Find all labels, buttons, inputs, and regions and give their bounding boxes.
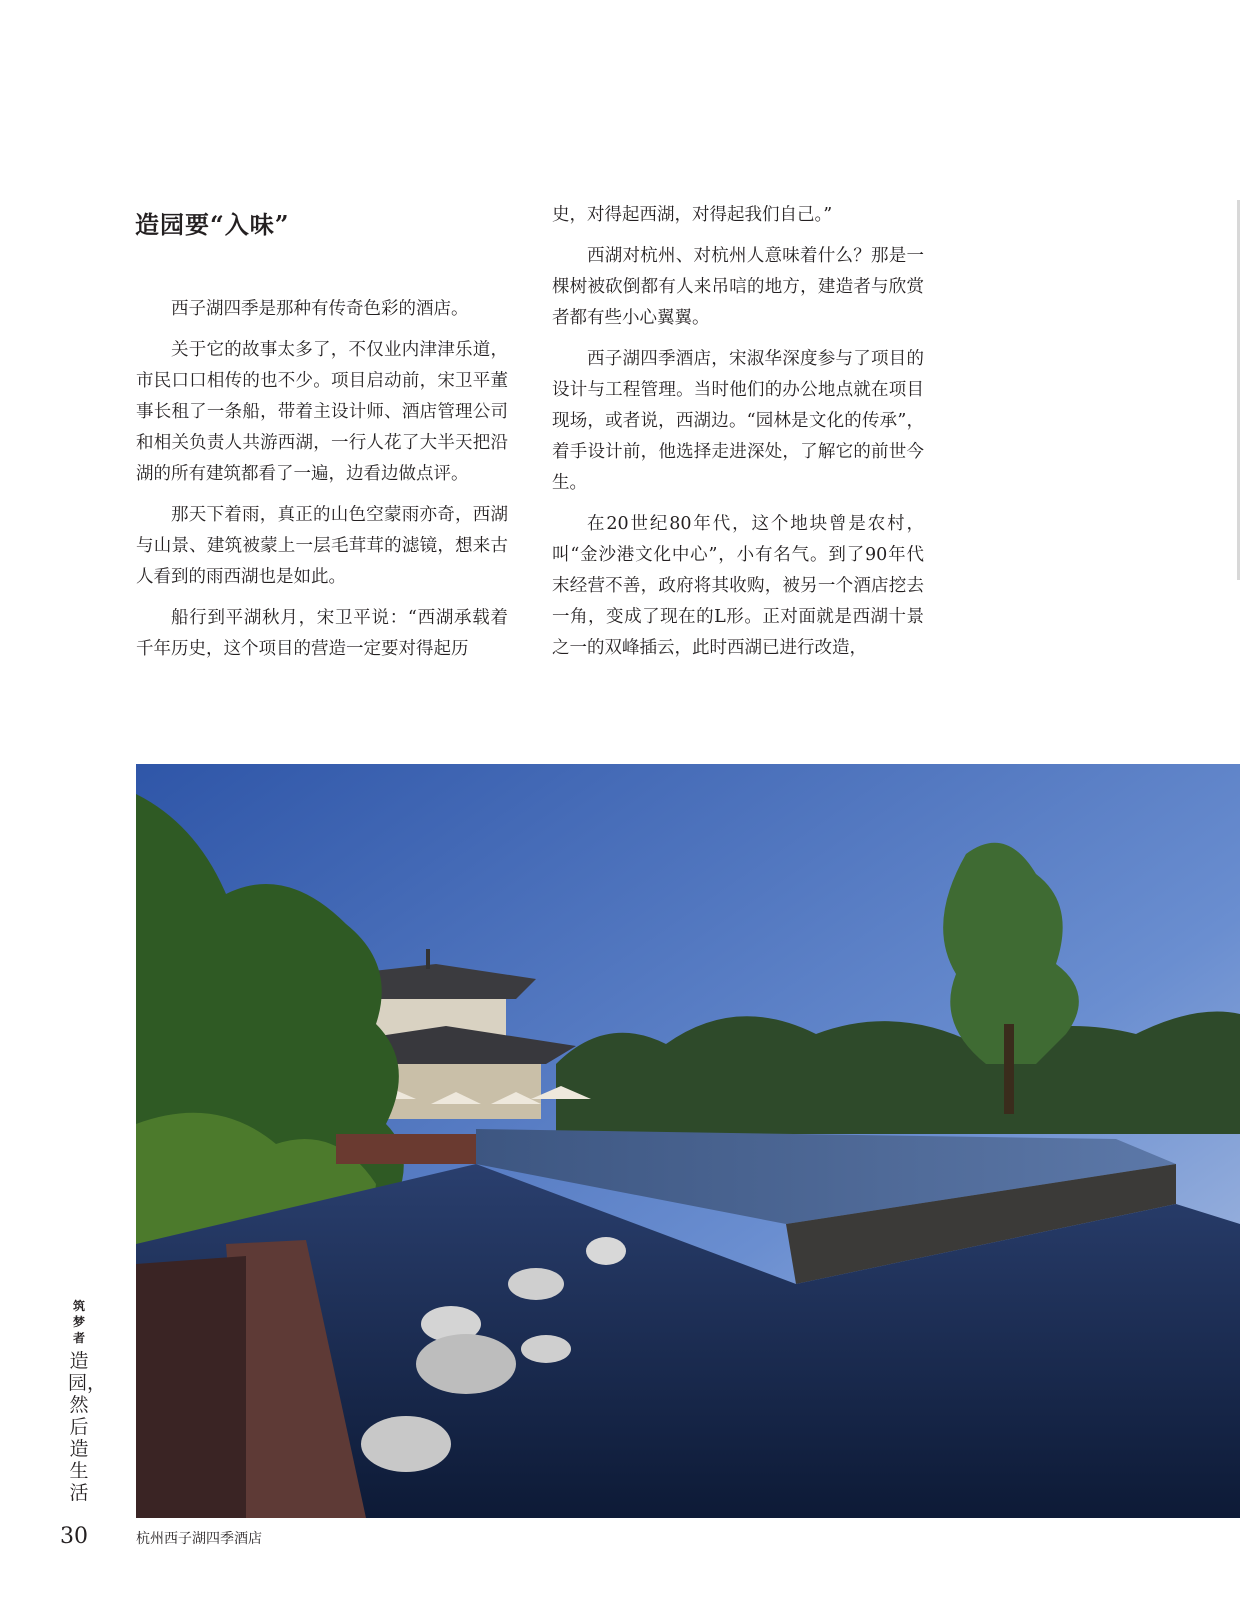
page-number: 30	[60, 1524, 88, 1549]
paragraph: 西子湖四季是那种有传奇色彩的酒店。	[171, 299, 469, 319]
photo-caption: 杭州西子湖四季酒店	[136, 1531, 262, 1547]
side-section-label	[68, 1298, 107, 1504]
paragraph: 关于它的故事太多了，不仅业内津津乐道，市民口口相传的也不少。项目启动前，宋卫平董事长租了一条船，带着主设计师、酒店管理公司和相关负责人共游西湖，一行人花了大半天把沿湖的所有建筑都看了一遍，边看边做点评。	[136, 340, 508, 484]
paragraph: 在20世纪80年代，这个地块曾是农村，叫“金沙港文化中心”，小有名气。到了90年代末经营不善，政府将其收购，被另一个酒店挖去一角，变成了现在的L形。正对面就是西湖十景之一的双峰插云，此时西湖已进行改造，	[552, 514, 924, 658]
paragraph-continuation: 史，对得起西湖，对得起我们自己。”	[552, 205, 833, 225]
paragraph: 船行到平湖秋月，宋卫平说：“西湖承载着千年历史，这个项目的营造一定要对得起历	[136, 608, 508, 659]
paragraph: 西子湖四季酒店，宋淑华深度参与了项目的设计与工程管理。当时他们的办公地点就在项目现场，或者说，西湖边。“园林是文化的传承”，着手设计前，他选择走进深处，了解它的前世今生。	[552, 349, 924, 493]
paragraph: 那天下着雨，真正的山色空蒙雨亦奇，西湖与山景、建筑被蒙上一层毛茸茸的滤镜，想来古人看到的雨西湖也是如此。	[136, 505, 508, 587]
paragraph: 西湖对杭州、对杭州人意味着什么？那是一棵树被砍倒都有人来吊唁的地方，建造者与欣赏者都有些小心翼翼。	[552, 246, 924, 328]
left-column	[136, 294, 508, 675]
section-heading: 造园要“入味”	[135, 210, 290, 239]
side-label-title: 造园，然后造生活	[68, 1350, 107, 1504]
side-label-small: 筑梦者	[72, 1299, 85, 1345]
right-column	[552, 200, 924, 674]
hotel-photo	[136, 764, 1240, 1518]
